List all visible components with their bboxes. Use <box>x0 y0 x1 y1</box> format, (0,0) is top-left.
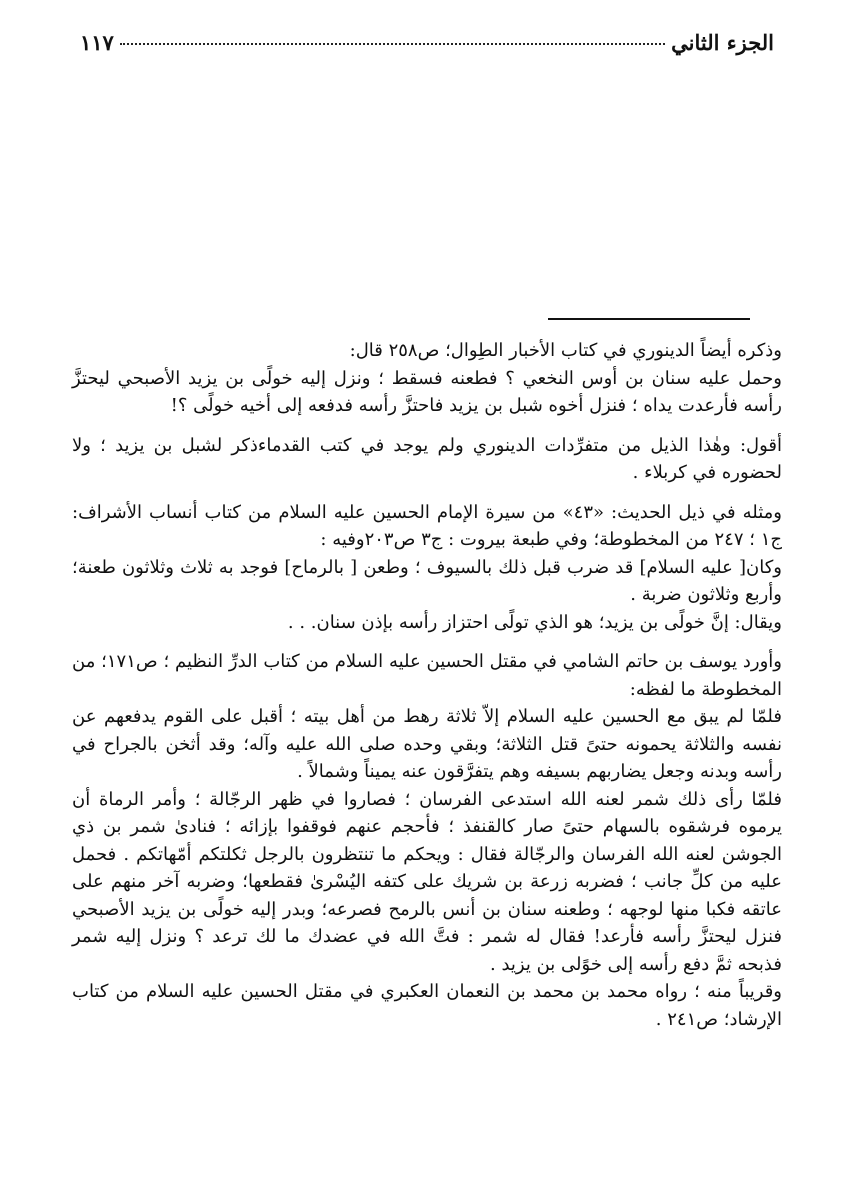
paragraph: أقول: وهٰذا الذيل من متفرِّدات الدينوري ولم يوجد في كتب القدماءذكر لشبل بن يزيد ؛ ولا لحضوره في كربلاء . <box>72 434 782 483</box>
page-number: ١١٧ <box>80 30 114 55</box>
paragraph: وذكره أيضاً الدينوري في كتاب الأخبار الطِوال؛ ص٢٥٨ قال: <box>349 340 782 361</box>
paragraph: وحمل عليه سنان بن أوس النخعي ؟ فطعنه فسقط ؛ ونزل إليه خولًى بن يزيد الأصبحي ليحتزَّ رأسه فأرعدت يداه ؛ فنزل أخوه شبل بن يزيد فاحتزَّ رأسه فدفعه إلى أخيه خولًى ؟! <box>72 367 782 416</box>
dotted-leader <box>120 43 665 45</box>
paragraph: وقريباً منه ؛ رواه محمد بن محمد بن النعمان العكبري في مقتل الحسين عليه السلام من كتاب الإرشاد؛ ص٢٤١ . <box>72 981 782 1030</box>
paragraph: ويقال: إنَّ خولًى بن يزيد؛ هو الذي تولًى احتزاز رأسه بإذن سنان. . . <box>287 611 782 633</box>
running-header <box>80 30 774 55</box>
paragraph: وكان[ عليه السلام] قد ضرب قبل ذلك بالسيوف ؛ وطعن [ بالرماح] فوجد به ثلاث وثلاثون طعنة؛ وأربع وثلاثون ضربة . <box>72 556 782 605</box>
paragraph: فلمّا لم يبق مع الحسين عليه السلام إلاّ ثلاثة رهط من أهل بيته ؛ أقبل على القوم يدفعهم عن نفسه والثلاثة يحمونه حتىً قتل الثلاثة؛ وبقي وحده صلى الله عليه وآله؛ وقد أثخن بالجراح في رأسه وبدنه وجعل يضاربهم بسيفه وهم يتفرَّقون عنه يميناً وشمالاً . <box>72 706 782 782</box>
footnote-rule <box>548 318 750 320</box>
footnote-block <box>72 337 782 1033</box>
running-title: الجزء الثاني <box>671 30 774 55</box>
paragraph: وأورد يوسف بن حاتم الشامي في مقتل الحسين عليه السلام من كتاب الدرِّ النظيم ؛ ص١٧١؛ من المخطوطة ما لفظه: <box>72 651 782 700</box>
paragraph: ومثله في ذيل الحديث: «٤٣» من سيرة الإمام الحسين عليه السلام من كتاب أنساب الأشراف: ج١ ؛ ٢٤٧ من المخطوطة؛ وفي طبعة بيروت : ج٣ ص٢٠٣وفيه : <box>72 501 782 550</box>
paragraph: فلمّا رأى ذلك شمر لعنه الله استدعى الفرسان ؛ فصاروا في ظهر الرجّالة ؛ وأمر الرماة أن يرموه فرشقوه بالسهام حتىً صار كالقنفذ ؛ فأحجم عنهم فوقفوا بإزائه ؛ فنادىٰ شمر بن ذي الجوشن لعنه الله الفرسان والرجّالة فقال : ويحكم ما تنتظرون بالرجل ثكلتكم أمّهاتكم . فحمل عليه من كلِّ جانب ؛ فضربه زرعة بن شريك على كتفه اليُسْرىٰ فقطعها؛ وضربه آخر منهم على عاتقه فكبا منها لوجهه ؛ وطعنه سنان بن أنس بالرمح فصرعه؛ وبدر إليه خولًى بن يزيد الأصبحي فنزل ليحتزَّ رأسه فأرعد! فقال له شمر : فتَّ الله في عضدك ما لك ترعد ؟ ونزل إليه شمر فذبحه ثمَّ دفع رأسه إلى خوًلى بن يزيد . <box>72 788 782 975</box>
